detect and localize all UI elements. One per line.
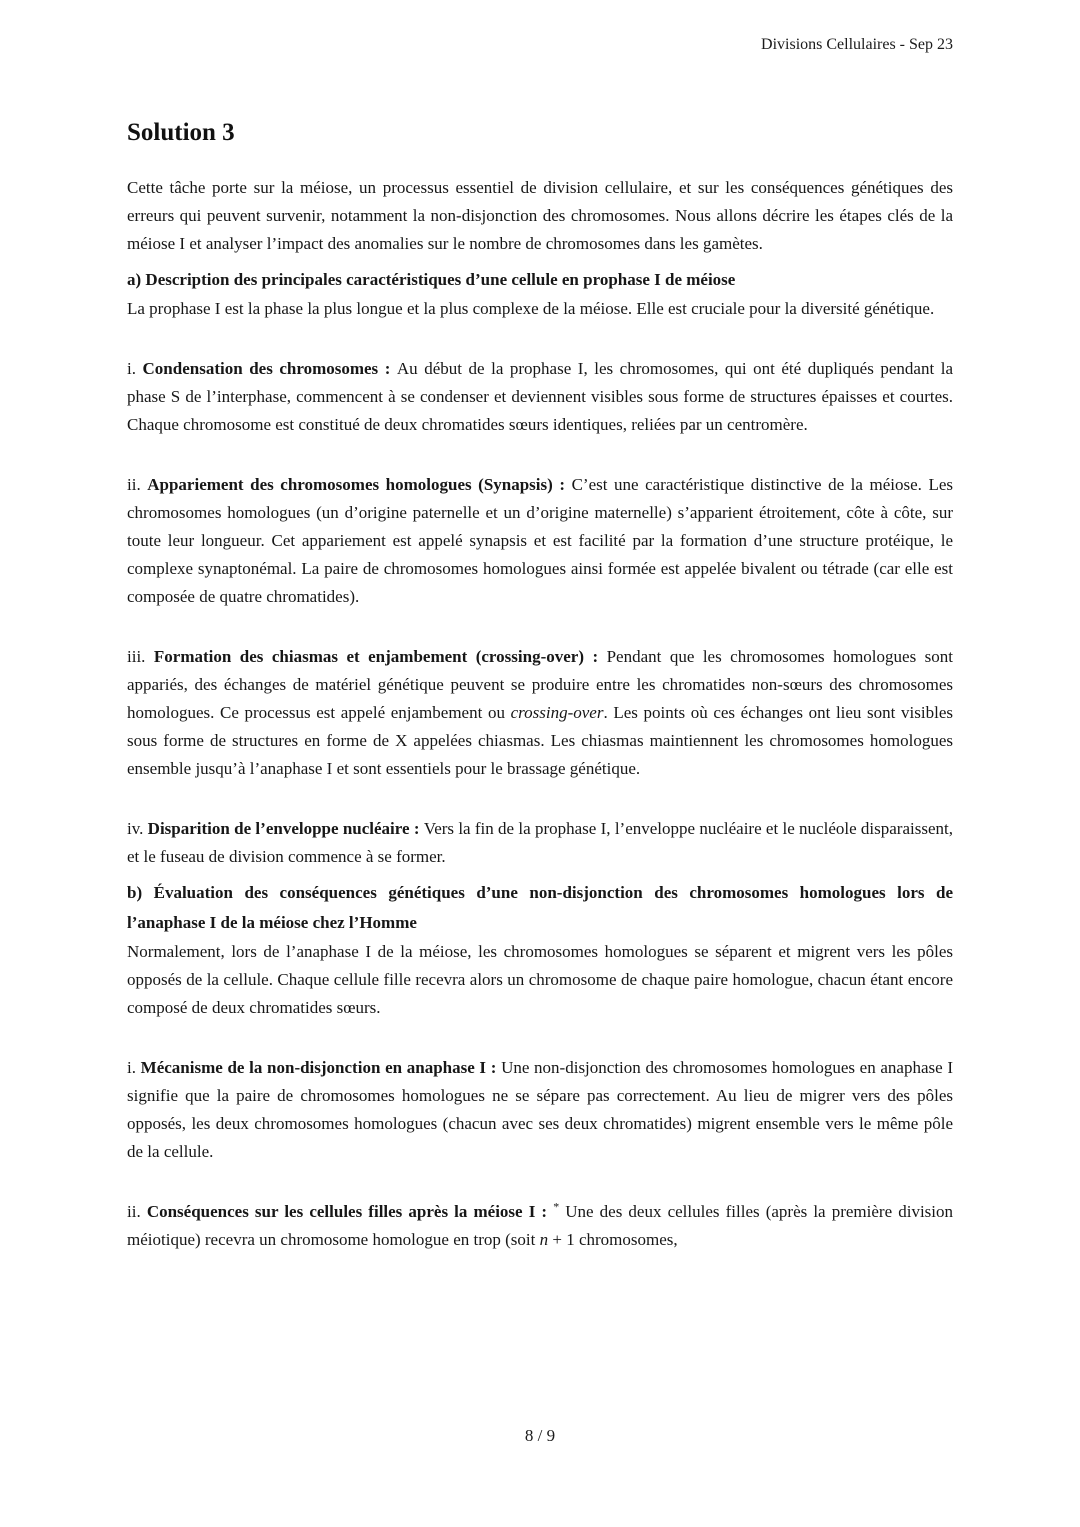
text-run: Conséquences sur les cellules filles après la méiose I : <box>146 1202 554 1221</box>
text-run: iv. <box>127 819 148 838</box>
text-run: n <box>539 1230 549 1249</box>
text-run: ii. <box>127 1202 147 1221</box>
document-blocks <box>127 174 953 1254</box>
text-run: Condensation des chromosomes : <box>142 359 397 378</box>
text-run: . Les points où ces échanges ont lieu sont visibles sous forme de structures en forme de X appelées chiasmas. Les chiasmas maintiennent les chromosomes homologues ensemble jusqu’à l’anaphase I et sont essentiels pour le brassage génétique. <box>127 703 953 778</box>
paragraph <box>127 643 953 783</box>
paragraph <box>127 938 953 1022</box>
text-run: i. <box>127 359 143 378</box>
page-number: 8 / 9 <box>524 1426 556 1445</box>
text-run: C’est une caractéristique distinctive de la méiose. Les chromosomes homologues (un d’origine paternelle et un d’origine maternelle) s’apparient étroitement, côte à côte, sur toute leur longueur. Cet appariement est appelé synapsis et est facilité par la formation d’une structure protéique, le complexe synaptonémal. La paire de chromosomes homologues ainsi formée est appelée bivalent ou tétrade (car elle est composée de quatre chromatides). <box>127 475 953 606</box>
paragraph <box>127 355 953 439</box>
text-run: Une non-disjonction des chromosomes homologues en anaphase I signifie que la paire de chromosomes homologues ne se sépare pas correctement. Au lieu de migrer vers des pôles opposés, les deux chromosomes homologues (chacun avec ses deux chromatides) migrent ensemble vers le même pôle de la cellule. <box>127 1058 953 1161</box>
document-content <box>127 0 953 1254</box>
text-run: + 1 chromosomes, <box>548 1230 678 1249</box>
paragraph <box>127 1054 953 1166</box>
text-run: Au début de la prophase I, les chromosomes, qui ont été dupliqués pendant la phase S de l’interphase, commencent à se condenser et deviennent visibles sous forme de structures épaisses et courtes. Chaque chromosome est constitué de deux chromatides sœurs identiques, reliées par un centromère. <box>127 359 953 434</box>
paragraph <box>127 471 953 611</box>
text-run: crossing-over <box>510 703 604 722</box>
text-run: i. <box>127 1058 141 1077</box>
text-run: Vers la fin de la prophase I, l’enveloppe nucléaire et le nucléole disparaissent, et le fuseau de division commence à se former. <box>127 819 953 866</box>
paragraph <box>127 1198 953 1254</box>
text-run: a) Description des principales caractéristiques d’une cellule en prophase I de méiose <box>127 270 736 289</box>
paragraph <box>127 815 953 871</box>
text-run: iii. <box>127 647 154 666</box>
text-run: Appariement des chromosomes homologues (Synapsis) : <box>147 475 572 494</box>
paragraph <box>127 174 953 258</box>
text-run: Cette tâche porte sur la méiose, un processus essentiel de division cellulaire, et sur les conséquences génétiques des erreurs qui peuvent survenir, notamment la non-disjonction des chromosomes. Nous allons décrire les étapes clés de la méiose I et analyser l’impact des anomalies sur le nombre de chromosomes dans les gamètes. <box>127 178 953 253</box>
text-run: * <box>553 1199 560 1214</box>
page-header-running-title: Divisions Cellulaires - Sep 23 <box>761 36 953 53</box>
text-run: Disparition de l’enveloppe nucléaire : <box>147 819 424 838</box>
text-run: Pendant que les chromosomes homologues sont appariés, des échanges de matériel génétique peuvent se produire entre les chromatides non-sœurs des chromosomes homologues. Ce processus est appelé enjambement ou <box>127 647 953 722</box>
page-title: Solution 3 <box>127 119 235 146</box>
text-run: ii. <box>127 475 148 494</box>
text-run: Mécanisme de la non-disjonction en anaphase I : <box>140 1058 502 1077</box>
text-run: La prophase I est la phase la plus longue et la plus complexe de la méiose. Elle est cruciale pour la diversité génétique. <box>127 299 935 318</box>
text-run: Normalement, lors de l’anaphase I de la méiose, les chromosomes homologues se séparent et migrent vers les pôles opposés de la cellule. Chaque cellule fille recevra alors un chromosome de chaque paire homologue, chacun étant encore composé de deux chromatides sœurs. <box>127 942 953 1017</box>
paragraph <box>127 295 953 323</box>
text-run: b) Évaluation des conséquences génétiques d’une non-disjonction des chromosomes homologues lors de l’anaphase I de la méiose chez l’Homme <box>127 883 953 932</box>
text-run: Formation des chiasmas et enjambement (crossing-over) : <box>153 647 607 666</box>
section-heading <box>127 265 953 295</box>
text-run: Une des deux cellules filles (après la première division méiotique) recevra un chromosome homologue en trop (soit <box>127 1202 954 1249</box>
section-heading <box>127 878 953 938</box>
